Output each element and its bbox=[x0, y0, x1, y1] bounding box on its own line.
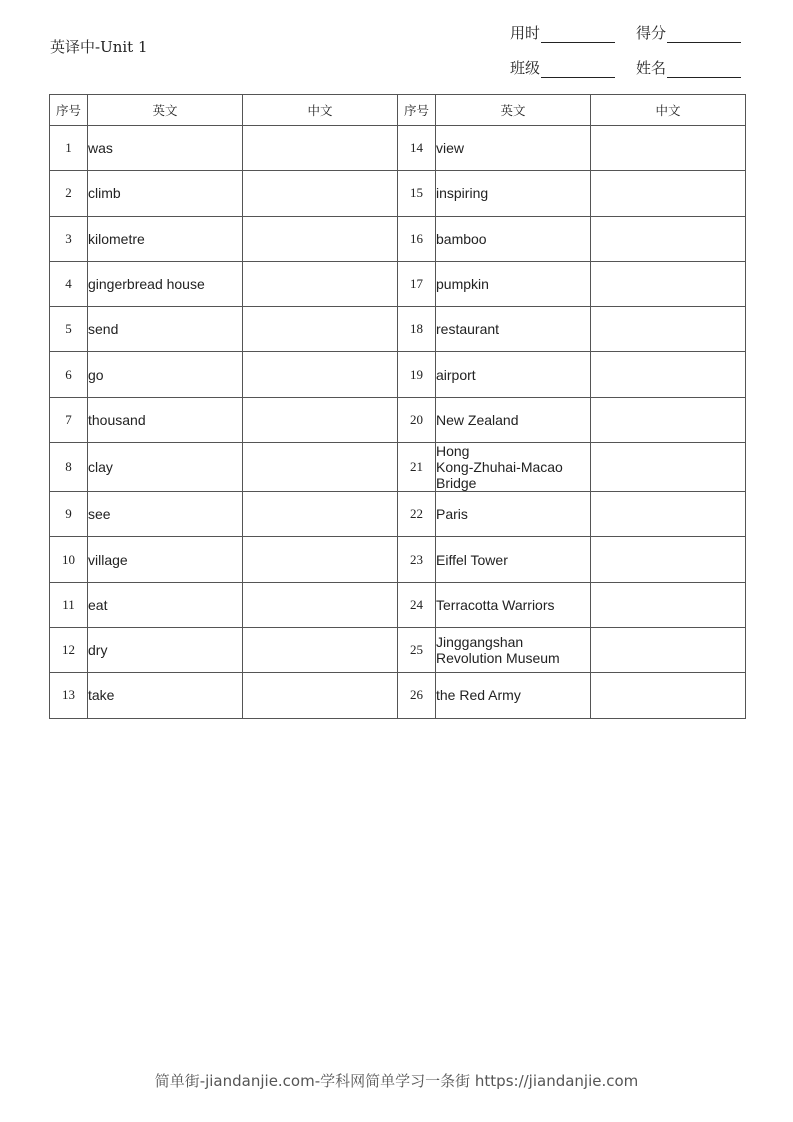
footer-watermark: 简单街-jiandanjie.com-学科网简单学习一条街 https://jiandanjie.com bbox=[154, 1072, 639, 1090]
english-word-line: Bridge bbox=[436, 475, 477, 492]
english-word-cell: gingerbread house bbox=[88, 261, 243, 306]
class-label: 班级 bbox=[510, 59, 541, 77]
english-word-cell: New Zealand bbox=[436, 397, 591, 442]
table-header-row bbox=[50, 95, 746, 126]
table-row bbox=[50, 537, 746, 582]
chinese-answer-cell[interactable] bbox=[243, 352, 398, 397]
english-word-cell: Terracotta Warriors bbox=[436, 582, 591, 627]
table-row bbox=[50, 261, 746, 306]
english-word-cell: the Red Army bbox=[436, 673, 591, 718]
english-word-cell: go bbox=[88, 352, 243, 397]
column-header: 英文 bbox=[436, 95, 591, 126]
chinese-answer-cell[interactable] bbox=[591, 397, 746, 442]
chinese-answer-cell[interactable] bbox=[243, 443, 398, 492]
item-number: 20 bbox=[398, 397, 436, 442]
chinese-answer-cell[interactable] bbox=[243, 627, 398, 672]
chinese-answer-cell[interactable] bbox=[591, 537, 746, 582]
score-label: 得分 bbox=[636, 24, 667, 42]
english-word-line: Hong bbox=[436, 443, 470, 460]
table-row bbox=[50, 397, 746, 442]
english-word-cell: airport bbox=[436, 352, 591, 397]
item-number: 8 bbox=[50, 443, 88, 492]
english-word-cell: restaurant bbox=[436, 307, 591, 352]
item-number: 23 bbox=[398, 537, 436, 582]
class-field bbox=[510, 57, 615, 78]
column-header: 中文 bbox=[243, 95, 398, 126]
english-word-cell: eat bbox=[88, 582, 243, 627]
english-word-cell: bamboo bbox=[436, 216, 591, 261]
column-header: 序号 bbox=[398, 95, 436, 126]
item-number: 18 bbox=[398, 307, 436, 352]
vocabulary-table bbox=[49, 94, 746, 719]
item-number: 24 bbox=[398, 582, 436, 627]
chinese-answer-cell[interactable] bbox=[591, 492, 746, 537]
table-row bbox=[50, 443, 746, 492]
chinese-answer-cell[interactable] bbox=[243, 492, 398, 537]
table-row bbox=[50, 126, 746, 171]
name-blank[interactable] bbox=[667, 61, 741, 78]
item-number: 16 bbox=[398, 216, 436, 261]
name-label: 姓名 bbox=[636, 59, 667, 77]
column-header: 序号 bbox=[50, 95, 88, 126]
item-number: 15 bbox=[398, 171, 436, 216]
time-blank[interactable] bbox=[541, 26, 615, 43]
english-word-cell: kilometre bbox=[88, 216, 243, 261]
item-number: 17 bbox=[398, 261, 436, 306]
item-number: 21 bbox=[398, 443, 436, 492]
item-number: 11 bbox=[50, 582, 88, 627]
table-row bbox=[50, 627, 746, 672]
table-row bbox=[50, 216, 746, 261]
chinese-answer-cell[interactable] bbox=[591, 171, 746, 216]
english-word-cell: see bbox=[88, 492, 243, 537]
chinese-answer-cell[interactable] bbox=[591, 307, 746, 352]
item-number: 5 bbox=[50, 307, 88, 352]
english-word-cell: village bbox=[88, 537, 243, 582]
chinese-answer-cell[interactable] bbox=[243, 397, 398, 442]
chinese-answer-cell[interactable] bbox=[591, 673, 746, 718]
item-number: 14 bbox=[398, 126, 436, 171]
chinese-answer-cell[interactable] bbox=[243, 673, 398, 718]
item-number: 1 bbox=[50, 126, 88, 171]
chinese-answer-cell[interactable] bbox=[243, 261, 398, 306]
chinese-answer-cell[interactable] bbox=[591, 627, 746, 672]
column-header: 英文 bbox=[88, 95, 243, 126]
english-word-cell: was bbox=[88, 126, 243, 171]
score-field bbox=[636, 22, 741, 43]
worksheet-title: 英译中-Unit 1 bbox=[50, 38, 148, 56]
score-blank[interactable] bbox=[667, 26, 741, 43]
english-word-cell: climb bbox=[88, 171, 243, 216]
english-word-cell: pumpkin bbox=[436, 261, 591, 306]
chinese-answer-cell[interactable] bbox=[243, 307, 398, 352]
item-number: 25 bbox=[398, 627, 436, 672]
english-word-cell: inspiring bbox=[436, 171, 591, 216]
item-number: 10 bbox=[50, 537, 88, 582]
english-word-line: Kong-Zhuhai-Macao bbox=[436, 459, 563, 476]
time-label: 用时 bbox=[510, 24, 541, 42]
english-word-cell: thousand bbox=[88, 397, 243, 442]
column-header: 中文 bbox=[591, 95, 746, 126]
table-row bbox=[50, 582, 746, 627]
item-number: 7 bbox=[50, 397, 88, 442]
chinese-answer-cell[interactable] bbox=[243, 171, 398, 216]
table-row bbox=[50, 673, 746, 718]
chinese-answer-cell[interactable] bbox=[591, 352, 746, 397]
item-number: 6 bbox=[50, 352, 88, 397]
english-word-cell: dry bbox=[88, 627, 243, 672]
english-word-cell: send bbox=[88, 307, 243, 352]
item-number: 26 bbox=[398, 673, 436, 718]
item-number: 22 bbox=[398, 492, 436, 537]
english-word-line: Revolution Museum bbox=[436, 650, 560, 667]
english-word-cell: Eiffel Tower bbox=[436, 537, 591, 582]
chinese-answer-cell[interactable] bbox=[243, 582, 398, 627]
item-number: 19 bbox=[398, 352, 436, 397]
chinese-answer-cell[interactable] bbox=[591, 582, 746, 627]
item-number: 13 bbox=[50, 673, 88, 718]
chinese-answer-cell[interactable] bbox=[591, 443, 746, 492]
class-blank[interactable] bbox=[541, 61, 615, 78]
item-number: 4 bbox=[50, 261, 88, 306]
english-word-cell bbox=[436, 627, 591, 672]
chinese-answer-cell[interactable] bbox=[243, 537, 398, 582]
chinese-answer-cell[interactable] bbox=[243, 126, 398, 171]
english-word-cell: take bbox=[88, 673, 243, 718]
chinese-answer-cell[interactable] bbox=[243, 216, 398, 261]
english-word-cell: Paris bbox=[436, 492, 591, 537]
english-word-cell: clay bbox=[88, 443, 243, 492]
table-row bbox=[50, 352, 746, 397]
time-field bbox=[510, 22, 615, 43]
chinese-answer-cell[interactable] bbox=[591, 261, 746, 306]
english-word-cell bbox=[436, 443, 591, 492]
item-number: 3 bbox=[50, 216, 88, 261]
chinese-answer-cell[interactable] bbox=[591, 126, 746, 171]
name-field bbox=[636, 57, 741, 78]
item-number: 12 bbox=[50, 627, 88, 672]
english-word-cell: view bbox=[436, 126, 591, 171]
table-body bbox=[50, 126, 746, 719]
table-row bbox=[50, 492, 746, 537]
item-number: 2 bbox=[50, 171, 88, 216]
table-row bbox=[50, 307, 746, 352]
chinese-answer-cell[interactable] bbox=[591, 216, 746, 261]
english-word-line: Jinggangshan bbox=[436, 634, 524, 651]
table-row bbox=[50, 171, 746, 216]
item-number: 9 bbox=[50, 492, 88, 537]
